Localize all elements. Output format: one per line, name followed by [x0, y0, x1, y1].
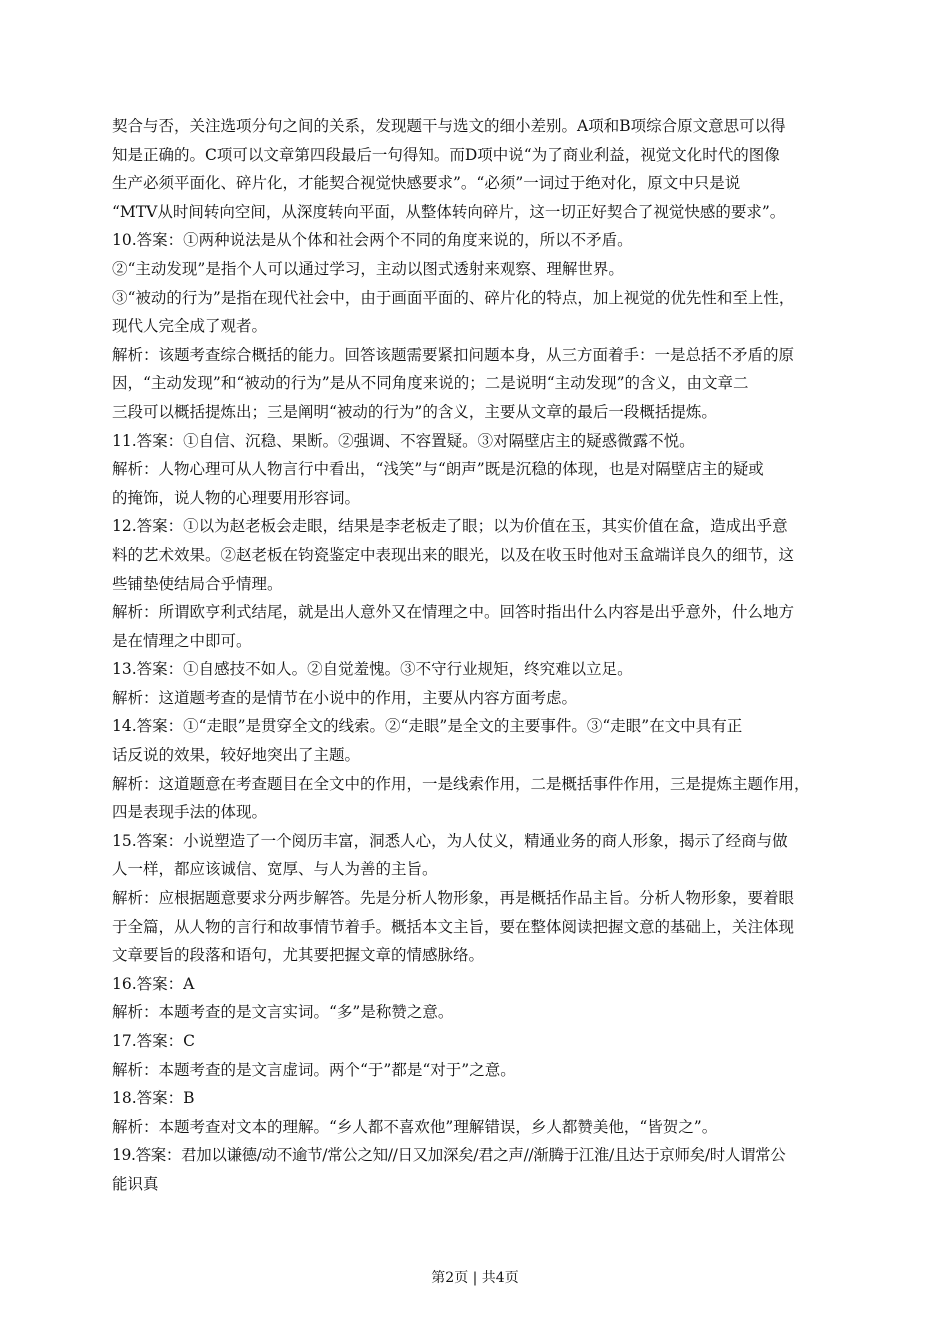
- text-line: 四是表现手法的体现。: [112, 803, 268, 822]
- text-line: 17.答案：C: [112, 1032, 196, 1050]
- text-line: 些铺垫使结局合乎情理。: [112, 574, 283, 593]
- answer-text-body: [112, 112, 858, 1199]
- text-line: 解析：这道题考查的是情节在小说中的作用，主要从内容方面考虑。: [112, 688, 578, 707]
- text-line: 契合与否，关注选项分句之间的关系，发现题干与选文的细小差别。A项和B项综合原文意思可以得: [112, 117, 786, 135]
- text-line: 11.答案：①自信、沉稳、果断。②强调、不容置疑。③对隔壁店主的疑惑微露不悦。: [112, 431, 695, 450]
- text-line: 的掩饰，说人物的心理要用形容词。: [112, 488, 361, 507]
- text-line: 14.答案：①“走眼”是贯穿全文的线索。②“走眼”是全文的主要事件。③“走眼”在文中具有正: [112, 717, 743, 736]
- text-line: 解析：该题考查综合概括的能力。回答该题需要紧扣问题本身，从三方面着手：一是总括不矛盾的原: [112, 345, 795, 364]
- text-line: 因，“主动发现”和“被动的行为”是从不同角度来说的；二是说明“主动发现”的含义，由文章二: [112, 374, 749, 393]
- text-line: 能识真: [112, 1174, 159, 1193]
- text-line: 解析：本题考查的是文言虚词。两个“于”都是“对于”之意。: [112, 1060, 516, 1079]
- text-line: 解析：应根据题意要求分两步解答。先是分析人物形象，再是概括作品主旨。分析人物形象，要着眼: [112, 889, 795, 908]
- page-number-footer: 第2页 | 共4页: [431, 1270, 519, 1286]
- text-line: 解析：人物心理可从人物言行中看出，“浅笑”与“朗声”既是沉稳的体现，也是对隔壁店主的疑或: [112, 460, 764, 479]
- text-line: 18.答案：B: [112, 1089, 195, 1108]
- text-line: 人一样，都应该诚信、宽厚、与人为善的主旨。: [112, 860, 438, 879]
- text-line: 12.答案：①以为赵老板会走眼，结果是李老板走了眼；以为价值在玉，其实价值在盒，造成出乎意: [112, 517, 788, 536]
- text-line: 16.答案：A: [112, 974, 195, 993]
- text-line: 文章要旨的段落和语句，尤其要把握文章的情感脉络。: [112, 946, 485, 965]
- text-line: 19.答案：君加以谦德/动不逾节/常公之知//日又加深矣/君之声//渐腾于江淮/且达于京师矣/时人谓常公: [112, 1146, 786, 1165]
- text-line: 于全篇，从人物的言行和故事情节着手。概括本文主旨，要在整体阅读把握文意的基础上，关注体现: [112, 917, 795, 936]
- text-line: 话反说的效果，较好地突出了主题。: [112, 746, 361, 765]
- text-line: 现代人完全成了观者。: [112, 317, 268, 336]
- text-line: 解析：本题考查对文本的理解。“乡人都不喜欢他”理解错误，乡人都赞美他，“皆贺之”。: [112, 1117, 718, 1136]
- text-line: 13.答案：①自感技不如人。②自觉羞愧。③不守行业规矩，终究难以立足。: [112, 660, 633, 679]
- text-line: 10.答案：①两种说法是从个体和社会两个不同的角度来说的，所以不矛盾。: [112, 231, 633, 250]
- text-line: ②“主动发现”是指个人可以通过学习，主动以图式透射来观察、理解世界。: [112, 259, 624, 278]
- text-line: 料的艺术效果。②赵老板在钧瓷鉴定中表现出来的眼光，以及在收玉时他对玉盒端详良久的细节，这: [112, 545, 795, 564]
- text-line: 是在情理之中即可。: [112, 631, 252, 650]
- text-line: 解析：本题考查的是文言实词。“多”是称赞之意。: [112, 1003, 454, 1022]
- text-line: 解析：所谓欧亨利式结尾，就是出人意外又在情理之中。回答时指出什么内容是出乎意外，什么地方: [112, 603, 795, 622]
- text-line: 知是正确的。C项可以文章第四段最后一句得知。而D项中说“为了商业利益，视觉文化时代的图像: [112, 145, 780, 164]
- text-line: 解析：这道题意在考查题目在全文中的作用，一是线索作用，二是概括事件作用，三是提炼主题作用，: [112, 774, 810, 793]
- text-line: 15.答案：小说塑造了一个阅历丰富，洞悉人心，为人仗义，精通业务的商人形象，揭示了经商与做: [112, 831, 788, 850]
- text-line: 生产必须平面化、碎片化，才能契合视觉快感要求”。“必须”一词过于绝对化，原文中只是说: [112, 174, 741, 193]
- text-line: “MTV从时间转向空间，从深度转向平面，从整体转向碎片，这一切正好契合了视觉快感的要求”。: [112, 202, 786, 221]
- text-line: 三段可以概括提炼出；三是阐明“被动的行为”的含义，主要从文章的最后一段概括提炼。: [112, 402, 717, 421]
- text-line: ③“被动的行为”是指在现代社会中，由于画面平面的、碎片化的特点，加上视觉的优先性和至上性，: [112, 288, 795, 307]
